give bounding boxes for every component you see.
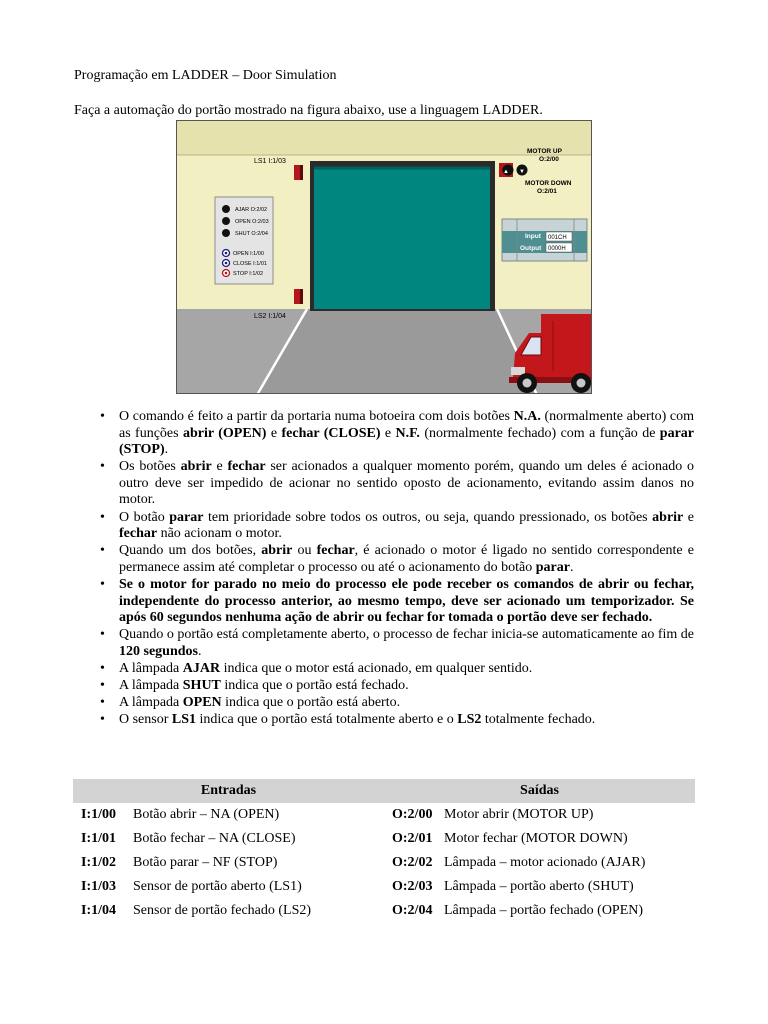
body-text: A lâmpada: [119, 660, 183, 676]
emphasis-text: parar: [535, 559, 570, 575]
input-description: Botão abrir – NA (OPEN): [133, 807, 280, 822]
body-text: totalmente fechado.: [481, 712, 596, 728]
body-text: indica que o portão está totalmente aberto e o: [196, 712, 458, 728]
output-description: Motor abrir (MOTOR UP): [444, 807, 594, 822]
body-text: O comando é feito a partir da portaria numa botoeira com dois botões: [119, 409, 514, 424]
body-text: A lâmpada: [119, 678, 183, 693]
body-text: A lâmpada: [119, 695, 183, 711]
motor-up-title: MOTOR UP: [527, 148, 562, 155]
lamp-open-icon: [222, 217, 230, 225]
list-item: [100, 543, 694, 576]
input-description: Botão parar – NF (STOP): [133, 855, 278, 870]
emphasis-text: 120 segundos: [119, 643, 198, 659]
body-text: e: [266, 425, 282, 441]
output-cell: [384, 807, 695, 823]
body-text: e: [683, 509, 694, 525]
input-cell: [73, 807, 384, 823]
emphasis-text: SHUT: [182, 678, 221, 693]
emphasis-text: N.A.: [513, 409, 541, 424]
ls2-label: LS2 I:1/04: [254, 313, 286, 320]
emphasis-text: abrir (OPEN): [183, 425, 267, 441]
emphasis-text: parar (STOP): [119, 425, 695, 458]
body-text: indica que o portão está fechado.: [220, 678, 409, 693]
output-description: Lâmpada – motor acionado (AJAR): [444, 855, 646, 870]
plc-input-label: Input: [525, 233, 541, 240]
table-header: [73, 779, 695, 803]
emphasis-text: fechar: [227, 459, 266, 475]
body-text: .: [197, 643, 202, 659]
table-row: [73, 803, 695, 827]
motor-down-title: MOTOR DOWN: [525, 180, 572, 187]
list-item: [100, 661, 694, 678]
page-heading: Programação em LADDER – Door Simulation: [74, 68, 337, 83]
button-close-label: CLOSE I:1/01: [233, 261, 267, 267]
emphasis-text: AJAR: [182, 660, 221, 676]
body-text: O botão: [119, 509, 170, 525]
table-row: [73, 851, 695, 875]
emphasis-text: parar: [169, 509, 204, 525]
button-stop-label: STOP I:1/02: [233, 271, 264, 277]
table-row: [73, 875, 695, 899]
lamp-ajar-icon: [222, 205, 230, 213]
motor-up-address: O:2/00: [539, 156, 559, 163]
emphasis-text: fechar: [316, 543, 355, 559]
body-text: Os botões: [119, 459, 181, 475]
output-address: O:2/00: [392, 807, 433, 822]
plc-input-value: 001CH: [548, 235, 567, 241]
input-address: I:1/04: [81, 903, 116, 918]
list-item: [100, 510, 694, 543]
emphasis-text: fechar: [119, 526, 158, 542]
door-panel: [314, 168, 490, 309]
output-description: Lâmpada – portão fechado (OPEN): [444, 903, 644, 918]
list-item: [100, 695, 694, 712]
body-text: Quando um dos botões,: [119, 543, 262, 559]
body-text: e: [380, 425, 396, 441]
emphasis-text: abrir: [261, 543, 293, 559]
output-address: O:2/02: [392, 855, 433, 870]
table-row: [73, 899, 695, 923]
emphasis-text: abrir: [180, 459, 212, 475]
list-item: [100, 627, 694, 660]
door-simulation-figure: [176, 120, 592, 394]
body-text: ser acionados a qualquer momento porém, quando um deles é acionado o outro deve ser impedido de acionar no sentido oposto de acionamento, evitando assim danos no motor.: [119, 459, 694, 508]
output-cell: [384, 903, 695, 919]
output-description: Motor fechar (MOTOR DOWN): [444, 831, 628, 846]
body-text: tem prioridade sobre todos os outros, ou seja, quando pressionado, os botões: [203, 509, 653, 525]
list-item: [100, 678, 694, 695]
emphasis-text: LS2: [457, 712, 482, 728]
body-text: O sensor: [119, 712, 172, 728]
list-item: [100, 459, 694, 509]
lamp-shut-label: SHUT O:2/04: [235, 231, 268, 237]
input-description: Botão fechar – NA (CLOSE): [133, 831, 296, 846]
io-table: [73, 779, 695, 923]
button-open-label: OPEN I:1/00: [233, 251, 264, 257]
body-text: (normalmente fechado) com a função de: [419, 425, 660, 441]
emphasis-text: OPEN: [182, 695, 222, 711]
emphasis-text: Se o motor for parado no meio do processo ele pode receber os comandos de abrir ou fechar, independente do processo anterior, ao mesmo tempo, deve ser acionado um temporizador. Se após 60 segundos nenhuma ação de abrir ou fechar for tomada o portão deve ser fechado.: [119, 576, 694, 626]
input-address: I:1/01: [81, 831, 116, 846]
output-cell: [384, 855, 695, 871]
ls1-label: LS1 I:1/03: [254, 158, 286, 165]
list-item: [100, 409, 694, 459]
input-cell: [73, 879, 384, 895]
body-text: não acionam o motor.: [157, 526, 282, 542]
input-address: I:1/03: [81, 879, 116, 894]
input-address: I:1/00: [81, 807, 116, 822]
list-item: [100, 712, 694, 729]
body-text: Quando o portão está completamente aberto, o processo de fechar inicia-se automaticamente ao fim de: [119, 627, 694, 643]
body-text: e: [211, 459, 228, 475]
input-cell: [73, 831, 384, 847]
output-description: Lâmpada – portão aberto (SHUT): [444, 879, 634, 894]
emphasis-text: N.F.: [395, 425, 420, 441]
header-inputs: Entradas: [200, 783, 257, 798]
output-cell: [384, 831, 695, 847]
emphasis-text: fechar (CLOSE): [281, 425, 381, 441]
body-text: .: [164, 442, 169, 458]
intro-text: Faça a automação do portão mostrado na figura abaixo, use a linguagem LADDER.: [74, 103, 543, 118]
output-address: O:2/03: [392, 879, 433, 894]
output-cell: [384, 879, 695, 895]
plc-output-value: 0000H: [548, 246, 566, 252]
body-text: , é acionado o motor é ligado no sentido correspondente e permanece assim até completar o processo ou até o acionamento do botão: [119, 543, 694, 575]
lamp-ajar-label: AJAR O:2/02: [235, 207, 268, 213]
input-description: Sensor de portão fechado (LS2): [133, 903, 312, 918]
list-item: [100, 577, 694, 627]
input-description: Sensor de portão aberto (LS1): [133, 879, 302, 894]
svg-text:▼: ▼: [519, 169, 525, 175]
body-text: indica que o motor está acionado, em qualquer sentido.: [220, 660, 533, 676]
lamp-shut-icon: [222, 229, 230, 237]
table-row: [73, 827, 695, 851]
output-address: O:2/04: [392, 903, 433, 918]
input-address: I:1/02: [81, 855, 116, 870]
lamp-open-label: OPEN O:2/03: [235, 219, 269, 225]
emphasis-text: LS1: [171, 712, 197, 728]
requirements-list: [100, 409, 694, 729]
emphasis-text: abrir: [652, 509, 684, 525]
header-outputs: Saídas: [520, 783, 559, 798]
body-text: .: [569, 559, 574, 575]
body-text: ou: [292, 543, 317, 559]
plc-output-label: Output: [520, 245, 542, 252]
input-cell: [73, 903, 384, 919]
svg-text:▲: ▲: [503, 169, 509, 175]
body-text: (normalmente aberto) com as funções: [119, 409, 694, 441]
body-text: indica que o portão está aberto.: [221, 695, 401, 711]
input-cell: [73, 855, 384, 871]
motor-down-address: O:2/01: [537, 188, 557, 195]
output-address: O:2/01: [392, 831, 433, 846]
